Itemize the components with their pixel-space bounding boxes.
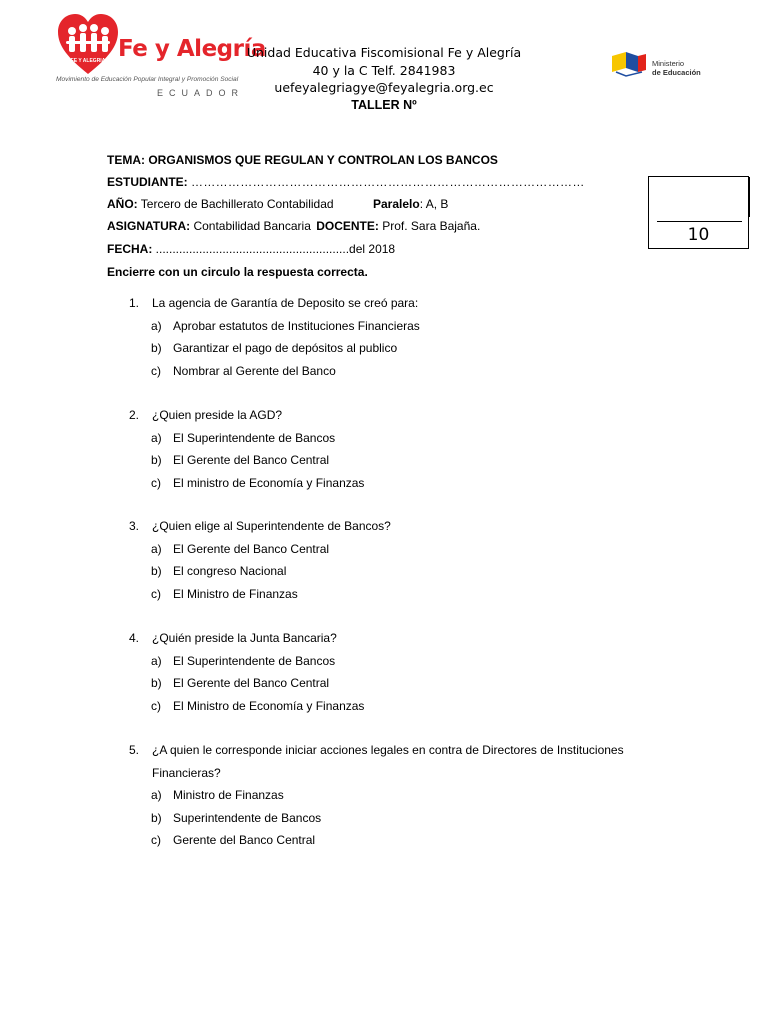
ministerio-flag-icon bbox=[612, 50, 648, 78]
school-address: 40 y la C Telf. 2841983 bbox=[312, 62, 456, 78]
school-name: Unidad Educativa Fiscomisional Fe y Alegría bbox=[246, 45, 522, 60]
question-text: ¿A quien le corresponde iniciar acciones legales en contra de Directores de Instituciones bbox=[152, 743, 624, 757]
score-value: 10 bbox=[687, 225, 710, 245]
anio-line bbox=[107, 197, 334, 211]
option-text[interactable]: Aprobar estatutos de Instituciones Financieras bbox=[173, 318, 420, 333]
ministerio-line2: de Educación bbox=[652, 67, 701, 77]
question-number: 1. bbox=[129, 296, 140, 310]
option-text[interactable]: El Gerente del Banco Central bbox=[173, 541, 330, 556]
option-letter[interactable]: b) bbox=[151, 676, 162, 690]
fecha-line bbox=[107, 242, 395, 256]
score-rule bbox=[657, 221, 742, 222]
question-text-continued: Financieras? bbox=[152, 765, 221, 780]
option-text[interactable]: El Superintendente de Bancos bbox=[173, 430, 336, 445]
question-text: ¿Quien elige al Superintendente de Bancos? bbox=[152, 519, 391, 533]
docente-label: DOCENTE: bbox=[316, 219, 379, 233]
option-text[interactable]: Superintendente de Bancos bbox=[173, 810, 322, 825]
question-text: La agencia de Garantía de Deposito se creó para: bbox=[152, 296, 419, 310]
option-text[interactable]: El congreso Nacional bbox=[173, 564, 287, 578]
option-letter[interactable]: c) bbox=[151, 833, 161, 847]
option-text[interactable]: Ministro de Finanzas bbox=[173, 788, 284, 802]
heart-banner-text: FE Y ALEGRIA bbox=[70, 58, 106, 64]
option-letter[interactable]: a) bbox=[151, 788, 162, 802]
estudiante-line bbox=[107, 175, 585, 189]
option-text[interactable]: El Superintendente de Bancos bbox=[173, 653, 336, 668]
option-text[interactable]: Garantizar el pago de depósitos al publico bbox=[173, 341, 398, 355]
instruction-text: Encierre con un circulo la respuesta correcta. bbox=[107, 265, 368, 279]
paralelo-line bbox=[373, 197, 448, 211]
brand-country: ECUADOR bbox=[157, 88, 245, 98]
brand-name: Fe y Alegría bbox=[118, 36, 266, 62]
option-letter[interactable]: b) bbox=[151, 810, 162, 825]
option-letter[interactable]: b) bbox=[151, 341, 162, 355]
anio-value: Tercero de Bachillerato Contabilidad bbox=[140, 197, 334, 211]
option-text[interactable]: El Gerente del Banco Central bbox=[173, 676, 330, 690]
asignatura-value: Contabilidad Bancaria bbox=[193, 219, 311, 233]
anio-label: AÑO: bbox=[107, 197, 138, 211]
school-info bbox=[200, 44, 568, 114]
estudiante-label: ESTUDIANTE: bbox=[107, 175, 188, 189]
score-box-edge bbox=[748, 177, 750, 217]
question-text: ¿Quien preside la AGD? bbox=[152, 408, 283, 422]
question-number: 3. bbox=[129, 519, 140, 533]
fecha-field[interactable]: .......................................................... bbox=[155, 242, 350, 256]
option-letter[interactable]: c) bbox=[151, 586, 161, 601]
option-letter[interactable]: a) bbox=[151, 318, 162, 333]
question-number: 4. bbox=[129, 631, 140, 645]
option-letter[interactable]: a) bbox=[151, 430, 162, 445]
ministerio-line1: Ministerio bbox=[652, 59, 685, 68]
option-letter[interactable]: c) bbox=[151, 363, 161, 378]
paralelo-label: Paralelo bbox=[373, 197, 420, 211]
ministerio-label bbox=[652, 60, 701, 77]
taller-title: TALLER Nº bbox=[351, 97, 417, 112]
score-box bbox=[648, 176, 749, 249]
option-text[interactable]: Gerente del Banco Central bbox=[173, 833, 316, 847]
docente-value: Prof. Sara Bajaña. bbox=[382, 219, 481, 233]
fe-y-alegria-heart-logo bbox=[58, 14, 118, 76]
fecha-label: FECHA: bbox=[107, 242, 153, 256]
option-letter[interactable]: b) bbox=[151, 564, 162, 578]
option-text[interactable]: El ministro de Economía y Finanzas bbox=[173, 475, 365, 490]
tema-line: TEMA: ORGANISMOS QUE REGULAN Y CONTROLAN LOS BANCOS bbox=[107, 153, 498, 167]
question-number: 2. bbox=[129, 408, 140, 422]
option-text[interactable]: El Gerente del Banco Central bbox=[173, 453, 330, 467]
paralelo-value: : A, B bbox=[419, 197, 449, 211]
option-letter[interactable]: a) bbox=[151, 541, 162, 556]
fecha-suffix: del 2018 bbox=[349, 242, 396, 256]
asignatura-line bbox=[107, 219, 480, 233]
option-text[interactable]: Nombrar al Gerente del Banco bbox=[173, 363, 336, 378]
option-letter[interactable]: a) bbox=[151, 653, 162, 668]
option-letter[interactable]: c) bbox=[151, 475, 161, 490]
option-text[interactable]: El Ministro de Finanzas bbox=[173, 586, 298, 601]
option-letter[interactable]: c) bbox=[151, 698, 161, 713]
question-text: ¿Quién preside la Junta Bancaria? bbox=[152, 631, 337, 645]
question-number: 5. bbox=[129, 743, 140, 757]
option-text[interactable]: El Ministro de Economía y Finanzas bbox=[173, 698, 365, 713]
option-letter[interactable]: b) bbox=[151, 453, 162, 467]
estudiante-field[interactable]: …………………………………………………………………………………… bbox=[191, 175, 585, 189]
brand-subtitle: Movimiento de Educación Popular Integral y Promoción Social bbox=[56, 76, 239, 83]
school-email: uefeyalegriagye@feyalegria.org.ec bbox=[274, 80, 494, 95]
asignatura-label: ASIGNATURA: bbox=[107, 219, 191, 233]
